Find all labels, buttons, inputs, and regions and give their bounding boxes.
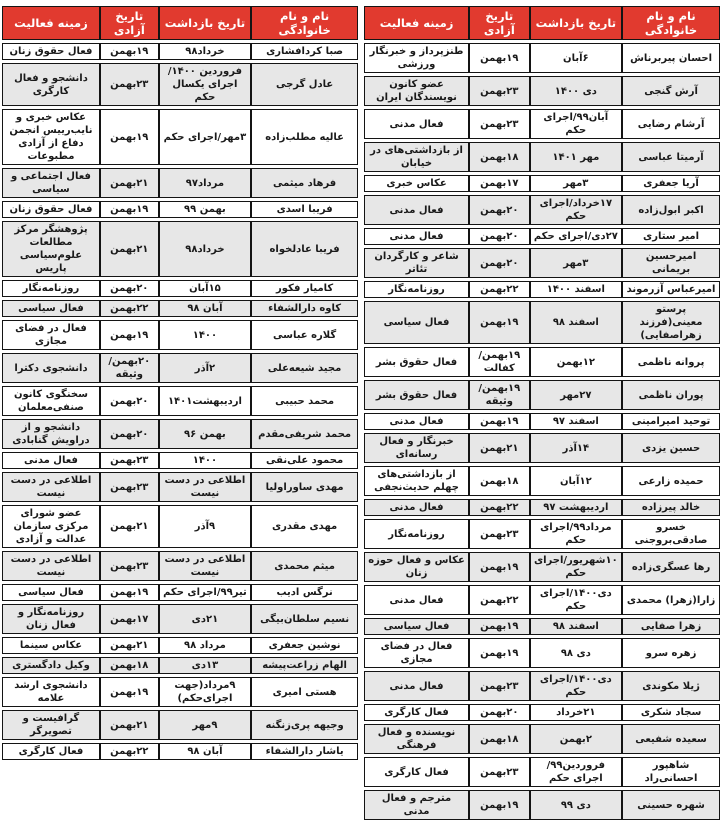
activity-cell: دانشجو و از دراویش گنابادی [2,419,100,449]
release-cell: ۲۳بهمن [469,76,530,106]
activity-cell: دانشجوی ارشد علامه [2,677,100,707]
name-cell: آرمیتا عباسی [622,142,720,172]
activity-cell: اطلاعی در دست نیست [2,472,100,502]
table-row [364,228,720,245]
name-cell: عالیه مطلب‌زاده [251,109,358,165]
activity-cell: روزنامه‌نگار [2,280,100,297]
arrest-cell: اطلاعی در دست نیست [159,472,252,502]
activity-cell: عضو شورای مرکزی سازمان عدالت و آزادی [2,505,100,548]
table-row [364,552,720,582]
arrest-cell: ۲۱خرداد [530,704,623,721]
activity-cell: فعال مدنی [364,585,469,615]
table-row [2,551,358,581]
release-cell: ۲۱بهمن [100,221,159,277]
column-header-name: نام و نام خانوادگی [622,6,720,40]
release-cell: ۲۲بهمن [100,300,159,317]
activity-cell: فعال سیاسی [364,618,469,635]
release-cell: ۱۹بهمن/ کفالت [469,347,530,377]
release-cell: ۲۰بهمن/وثیقه [100,353,159,383]
arrest-cell: ۱۲آبان [530,466,623,496]
arrest-cell: دی ۹۸ [530,638,623,668]
activity-cell: فعال سیاسی [2,584,100,601]
arrest-cell: ۹مهر [159,710,252,740]
table-row [364,43,720,73]
release-cell: ۲۰بهمن [100,419,159,449]
activity-cell: فعال مدنی [364,499,469,516]
activity-cell: اطلاعی در دست نیست [2,551,100,581]
table-row [364,175,720,192]
name-cell: توحید امیرامینی [622,413,720,430]
column-header-release: تاریخ آزادی [100,6,159,40]
table-row [2,419,358,449]
activity-cell: پژوهشگر مرکز مطالعات علوم‌سیاسی پاریس [2,221,100,277]
column-header-activity: زمینه فعالیت [364,6,469,40]
activity-cell: فعال مدنی [364,195,469,225]
activity-cell: روزنامه‌نگار و فعال زنان [2,604,100,634]
activity-cell: فعال مدنی [364,109,469,139]
column-header-activity: زمینه فعالیت [2,6,100,40]
arrest-cell: مرداد۹۷ [159,168,252,198]
activity-cell: فعال حقوق زنان [2,43,100,60]
table-row [2,637,358,654]
activity-cell: عکاس و فعال حوزه زنان [364,552,469,582]
activity-cell: طنزپرداز و خبرنگار ورزشی [364,43,469,73]
release-cell: ۱۸بهمن [469,724,530,754]
release-cell: ۲۰بهمن [469,704,530,721]
arrest-cell: اسفند ۹۸ [530,301,623,344]
table-row [364,704,720,721]
released-list-table-right [364,3,720,823]
release-cell: ۱۹بهمن [100,43,159,60]
arrest-cell: مهر ۱۴۰۱ [530,142,623,172]
table-row [2,43,358,60]
name-cell: وجیهه پری‌زنگنه [251,710,358,740]
release-cell: ۲۳بهمن [100,551,159,581]
activity-cell: روزنامه‌نگار [364,281,469,298]
arrest-cell: ۳مهر [530,248,623,278]
name-cell: سعیده شفیعی [622,724,720,754]
table-row [364,671,720,701]
release-cell: ۲۳بهمن [100,472,159,502]
table-row [364,248,720,278]
activity-cell: عکاس خبری [364,175,469,192]
activity-cell: فعال مدنی [2,452,100,469]
arrest-cell: دی۱۴۰۰/اجرای حکم [530,671,623,701]
arrest-cell: مرداد ۹۸ [159,637,252,654]
name-cell: امیر ستاری [622,228,720,245]
table-row [364,757,720,787]
name-cell: یاشار دارالشفاء [251,743,358,760]
arrest-cell: اسفند ۱۴۰۰ [530,281,623,298]
table-row [2,168,358,198]
release-cell: ۱۹بهمن [469,43,530,73]
name-cell: شاهپور احسانی‌راد [622,757,720,787]
column-header-arrest: تاریخ بازداشت [530,6,623,40]
name-cell: کاوه دارالشفاء [251,300,358,317]
name-cell: پروانه ناظمی [622,347,720,377]
table-row [364,380,720,410]
arrest-cell: فروردین ۱۴۰۰/ اجرای یکسال حکم [159,63,252,106]
activity-cell: عکاس خبری و نایب‌رییس انجمن دفاع از آزادی مطبوعات [2,109,100,165]
table-row [364,301,720,344]
release-cell: ۲۳بهمن [469,519,530,549]
arrest-cell: فروردین۹۹/اجرای حکم [530,757,623,787]
arrest-cell: ۲۱دی [159,604,252,634]
release-cell: ۱۸بهمن [469,142,530,172]
arrest-cell: ۱۷خرداد/اجرای حکم [530,195,623,225]
name-cell: فریبا اسدی [251,201,358,218]
release-cell: ۱۷بهمن [100,604,159,634]
table-row [2,300,358,317]
release-cell: ۲۱بهمن [100,168,159,198]
release-cell: ۱۹بهمن/وثیقه [469,380,530,410]
release-cell: ۱۸بهمن [100,657,159,674]
arrest-cell: ۲بهمن [530,724,623,754]
name-cell: صبا کردافشاری [251,43,358,60]
name-cell: آرش گنجی [622,76,720,106]
release-cell: ۲۱بهمن [469,433,530,463]
arrest-cell: بهمن ۹۶ [159,419,252,449]
table-row [364,413,720,430]
table-row [2,221,358,277]
arrest-cell: مرداد۹۹/اجرای حکم [530,519,623,549]
activity-cell: مترجم و فعال مدنی [364,790,469,820]
activity-cell: دانشجوی دکترا [2,353,100,383]
name-cell: امیرحسین بریمانی [622,248,720,278]
name-cell: زهرا صفایی [622,618,720,635]
released-list-table-left [2,3,358,763]
release-cell: ۱۸بهمن [469,466,530,496]
activity-cell: عکاس سینما [2,637,100,654]
name-cell: خالد پیرزاده [622,499,720,516]
arrest-cell: دی ۹۹ [530,790,623,820]
release-cell: ۲۳بهمن [100,63,159,106]
name-cell: حمیده زارعی [622,466,720,496]
name-cell: فریبا عادلخواه [251,221,358,277]
release-cell: ۲۲بهمن [469,281,530,298]
release-cell: ۱۹بهمن [469,413,530,430]
name-cell: زارا(زهرا) محمدی [622,585,720,615]
arrest-cell: ۱۴۰۰ [159,320,252,350]
arrest-cell: دی۱۴۰۰/اجرای حکم [530,585,623,615]
name-cell: زهره سرو [622,638,720,668]
activity-cell: فعال در فضای مجازی [364,638,469,668]
arrest-cell: اردیبهشت ۹۷ [530,499,623,516]
table-row [364,790,720,820]
arrest-cell: ۲۷مهر [530,380,623,410]
arrest-cell: آبان ۹۸ [159,743,252,760]
table-row [364,109,720,139]
arrest-cell: اسفند ۹۷ [530,413,623,430]
name-cell: محمود علی‌نقی [251,452,358,469]
release-cell: ۱۹بهمن [100,109,159,165]
release-cell: ۲۲بهمن [100,743,159,760]
arrest-cell: خرداد۹۸ [159,221,252,277]
table-row [364,724,720,754]
activity-cell: فعال در فضای مجازی [2,320,100,350]
release-cell: ۲۳بهمن [100,452,159,469]
table-row [364,618,720,635]
activity-cell: وکیل دادگستری [2,657,100,674]
table-row [364,585,720,615]
table-row [2,584,358,601]
name-cell: حسین یزدی [622,433,720,463]
name-cell: ژیلا مکوندی [622,671,720,701]
name-cell: میثم محمدی [251,551,358,581]
column-header-arrest: تاریخ بازداشت [159,6,252,40]
activity-cell: خبرنگار و فعال رسانه‌ای [364,433,469,463]
release-cell: ۱۷بهمن [469,175,530,192]
column-header-name: نام و نام خانوادگی [251,6,358,40]
release-cell: ۲۲بهمن [469,499,530,516]
table-row [364,466,720,496]
name-cell: عادل گرجی [251,63,358,106]
arrest-cell: اسفند ۹۸ [530,618,623,635]
arrest-cell: ۲آذر [159,353,252,383]
release-cell: ۱۹بهمن [100,584,159,601]
release-cell: ۲۰بهمن [469,248,530,278]
table-row [364,519,720,549]
arrest-cell: خرداد۹۸ [159,43,252,60]
table-row [2,505,358,548]
arrest-cell: ۱۵آبان [159,280,252,297]
table-row [364,347,720,377]
release-cell: ۲۳بهمن [469,757,530,787]
arrest-cell: اردیبهشت۱۴۰۱ [159,386,252,416]
name-cell: نوشین جعفری [251,637,358,654]
arrest-cell: ۱۳دی [159,657,252,674]
arrest-cell: ۹مرداد(جهت اجرای‌حکم) [159,677,252,707]
table-row [2,353,358,383]
activity-cell: روزنامه‌نگار [364,519,469,549]
arrest-cell: تیر۹۹/اجرای حکم [159,584,252,601]
activity-cell: فعال حقوق بشر [364,380,469,410]
release-cell: ۱۹بهمن [469,638,530,668]
table-row [2,604,358,634]
table-row [2,109,358,165]
name-cell: نرگس ادیب [251,584,358,601]
activity-cell: فعال کارگری [2,743,100,760]
release-cell: ۱۹بهمن [100,201,159,218]
table-row [2,280,358,297]
name-cell: آرشام رضایی [622,109,720,139]
name-cell: الهام زراعت‌پیشه [251,657,358,674]
table-row [2,201,358,218]
name-cell: خسرو صادقی‌بروجنی [622,519,720,549]
arrest-cell: ۱۴۰۰ [159,452,252,469]
column-header-release: تاریخ آزادی [469,6,530,40]
name-cell: احسان پیربرناش [622,43,720,73]
arrest-cell: ۲۷دی/اجرای حکم [530,228,623,245]
table-row [2,63,358,106]
activity-cell: فعال مدنی [364,413,469,430]
activity-cell: فعال حقوق زنان [2,201,100,218]
activity-cell: عضو کانون نویسندگان ایران [364,76,469,106]
activity-cell: فعال سیاسی [364,301,469,344]
release-cell: ۲۰بهمن [100,386,159,416]
release-cell: ۲۳بهمن [469,671,530,701]
table-row [364,76,720,106]
name-cell: مجید شیعه‌علی [251,353,358,383]
release-cell: ۲۰بهمن [100,280,159,297]
activity-cell: دانشجو و فعال کارگری [2,63,100,106]
name-cell: فرهاد میثمی [251,168,358,198]
arrest-cell: بهمن ۹۹ [159,201,252,218]
name-cell: اکبر ابول‌زاده [622,195,720,225]
table-row [2,743,358,760]
activity-cell: نویسنده و فعال فرهنگی [364,724,469,754]
table-row [364,433,720,463]
table-row [2,657,358,674]
activity-cell: فعال حقوق بشر [364,347,469,377]
arrest-cell: ۱۲بهمن [530,347,623,377]
release-cell: ۱۹بهمن [469,552,530,582]
arrest-cell: آبان ۹۸ [159,300,252,317]
activity-cell: از بازداشتی‌های در خیابان [364,142,469,172]
table-row [364,195,720,225]
name-cell: گلاره عباسی [251,320,358,350]
table-row [2,452,358,469]
activity-cell: از بازداشتی‌های چهلم حدیث‌نجفی [364,466,469,496]
release-cell: ۲۲بهمن [469,585,530,615]
name-cell: محمد حبیبی [251,386,358,416]
name-cell: نسیم سلطان‌بیگی [251,604,358,634]
table-row [2,472,358,502]
name-cell: شهره حسینی [622,790,720,820]
name-cell: سجاد شکری [622,704,720,721]
arrest-cell: ۱۰شهریور/اجرای حکم [530,552,623,582]
activity-cell: فعال کارگری [364,757,469,787]
arrest-cell: ۱۴آذر [530,433,623,463]
name-cell: امیرعباس آزرموند [622,281,720,298]
arrest-cell: ۶آبان [530,43,623,73]
name-cell: مهدی مقدری [251,505,358,548]
activity-cell: فعال مدنی [364,671,469,701]
header-row [2,6,358,40]
name-cell: رها عسگری‌زاده [622,552,720,582]
release-cell: ۱۹بهمن [100,320,159,350]
name-cell: هستی امیری [251,677,358,707]
arrest-cell: اطلاعی در دست نیست [159,551,252,581]
name-cell: آریا جعفری [622,175,720,192]
activity-cell: فعال مدنی [364,228,469,245]
name-cell: مهدی ساوراولیا [251,472,358,502]
activity-cell: فعال اجتماعی و سیاسی [2,168,100,198]
release-cell: ۱۹بهمن [469,618,530,635]
table-row [364,281,720,298]
table-row [2,386,358,416]
name-cell: پوران ناظمی [622,380,720,410]
arrest-cell: ۳مهر/اجرای حکم [159,109,252,165]
activity-cell: سخنگوی کانون صنفی‌معلمان [2,386,100,416]
release-cell: ۱۹بهمن [469,301,530,344]
arrest-cell: ۹آذر [159,505,252,548]
arrest-cell: دی ۱۴۰۰ [530,76,623,106]
release-cell: ۲۰بهمن [469,228,530,245]
release-cell: ۱۹بهمن [100,677,159,707]
release-cell: ۲۰بهمن [469,195,530,225]
table-row [2,677,358,707]
name-cell: پرستو معینی(فرزند زهراصفایی) [622,301,720,344]
table-row [2,710,358,740]
release-cell: ۲۳بهمن [469,109,530,139]
arrest-cell: آبان۹۹/اجرای حکم [530,109,623,139]
activity-cell: گرافیست و تصویرگر [2,710,100,740]
arrest-cell: ۳مهر [530,175,623,192]
name-cell: محمد شریفی‌مقدم [251,419,358,449]
name-cell: کامیار فکور [251,280,358,297]
release-cell: ۲۱بهمن [100,637,159,654]
table-row [364,499,720,516]
header-row [364,6,720,40]
release-cell: ۲۱بهمن [100,710,159,740]
release-cell: ۱۹بهمن [469,790,530,820]
activity-cell: فعال سیاسی [2,300,100,317]
table-row [364,142,720,172]
activity-cell: فعال کارگری [364,704,469,721]
table-row [2,320,358,350]
release-cell: ۲۱بهمن [100,505,159,548]
activity-cell: شاعر و کارگردان تئاتر [364,248,469,278]
